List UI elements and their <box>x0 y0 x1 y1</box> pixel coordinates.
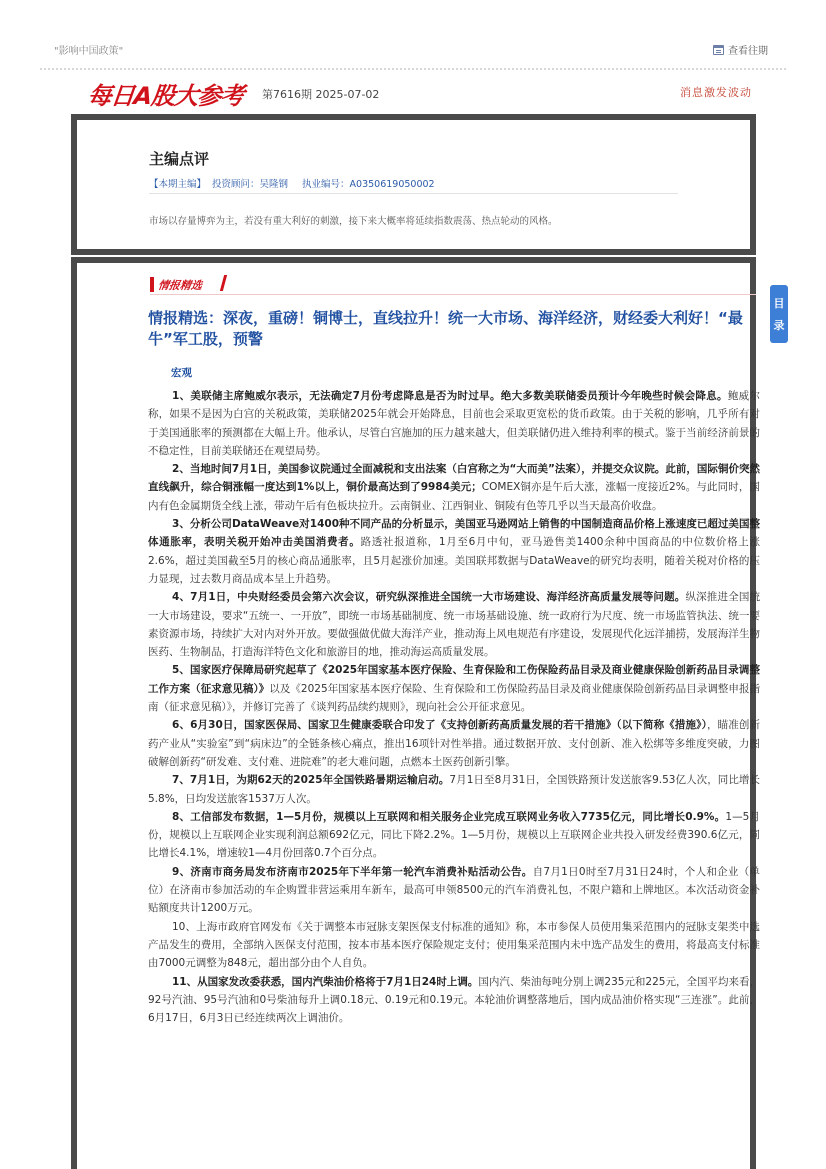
news-item <box>148 460 760 515</box>
news-item-lead: 2、当地时间7月1日，美国参议院通过全面减税和支出法案（白宫称之为“大而美”法案），并提交众议院。此前，国际铜价突然直线飙升，综合铜涨幅一度达到1%以上，铜价最高达到了9984美元； <box>148 463 760 494</box>
news-item-text: 自7月1日0时至7月31日24时，个人和企业（单位）在济南市参加活动的车企购置非营运乘用车新车，最高可申领8500元的汽车消费礼包，不限户籍和上牌地区。本次活动资金补贴额度共计1200万元。 <box>148 865 761 915</box>
editor-role: 【本期主编】 <box>149 179 207 190</box>
toc-tab-bottom: 录 <box>773 319 785 332</box>
news-item-text: 1—5月份，规模以上互联网企业实现利润总额692亿元，同比下降2.2%。1—5月份，规模以上互联网企业共投入研发经费390.6亿元，同比增长4.1%，增速较1—4月份回落0.7个百分点。 <box>148 810 760 860</box>
editor-meta <box>149 176 435 190</box>
section-tag <box>150 273 756 295</box>
news-item <box>148 918 760 973</box>
news-item-text: 国内汽、柴油每吨分别上调235元和225元，全国平均来看，92号汽油、95号汽油和0号柴油每升上调0.18元、0.19元和0.19元。本轮油价调整落地后，国内成品油价格实现“三连涨”。此前，6月17日，6月3日已经连续两次上调油价。 <box>148 975 760 1025</box>
masthead <box>40 68 786 114</box>
toc-tab[interactable] <box>770 285 788 343</box>
news-item-lead: 9、济南市商务局发布济南市2025年下半年第一轮汽车消费补贴活动公告。 <box>172 865 533 878</box>
news-item-text: 路透社报道称，1月至6月中旬，亚马逊售美1400余种中国商品的中位数价格上涨2.6%，超过美国截至5月的核心商品通胀率，且5月起涨价加速。美国联邦数据与DataWeave的研究均表明，随着关税对价格的压力显现，过去数月商品成本呈上升趋势。 <box>148 536 760 585</box>
news-item-lead: 8、工信部发布数据，1—5月份，规模以上互联网和相关服务企业完成互联网业务收入7735亿元，同比增长0.9%。 <box>172 810 726 823</box>
intel-section <box>71 257 761 1169</box>
editor-comment: 市场以存量博弈为主，若没有重大利好的刺激，接下来大概率将延续指数震荡、热点轮动的风格。 <box>149 216 558 227</box>
brand-logo: 每日A股大参考 <box>86 82 245 110</box>
editor-comment-box <box>71 114 756 255</box>
headline: 情报精选：深夜，重磅！铜博士，直线拉升！统一大市场、海洋经济，财经委大利好！“最牛”军工股，预警 <box>148 309 743 348</box>
news-item-text: 纵深推进全国统一大市场建设，要求“五统一、一开放”，即统一市场基础制度、统一市场基础设施、统一政府行为尺度、统一市场监管执法、统一要素资源市场，持续扩大对内对外开放。要做强做优做大海洋产业，推动海上风电规范有序建设，发展现代化远洋捕捞，发展海洋生物医药、生物制品，打造海洋特色文化和旅游目的地，推动海运高质量发展。 <box>148 591 760 659</box>
breadcrumb: "影响中国政策" <box>54 46 124 57</box>
news-item <box>148 716 760 771</box>
news-item <box>148 588 760 661</box>
editor-cert: 执业编号：A0350619050002 <box>302 179 435 190</box>
issue-info: 第7616期 2025-07-02 <box>262 88 380 101</box>
news-item-lead: 5、国家医疗保障局研究起草了《2025年国家基本医疗保险、生育保险和工伤保险药品目录及商业健康保险创新药品目录调整工作方案（征求意见稿）》 <box>148 664 760 695</box>
news-item-text: 7月1日至8月31日，全国铁路预计发送旅客9.53亿人次，同比增长5.8%，日均发送旅客1537万人次。 <box>148 774 760 805</box>
editor-advisor: 投资顾问：吴隆钢 <box>212 179 289 190</box>
news-item-text: 鲍威尔称，如果不是因为白宫的关税政策，美联储2025年就会开始降息，目前也会采取更宽松的货币政策。由于关税的影响，几乎所有对于美国通胀率的预测都在大幅上升。他承认，尽管白宫施加的压力越来越大，但美联储仍进入维持利率的模式。鉴于当前经济前景的不稳定性，目前美联储还在观望局势。 <box>148 390 760 457</box>
section-tag-label: 情报精选 <box>157 279 203 292</box>
news-item-text: ，瞄准创新药产业从“实验室”到“病床边”的全链条核心痛点，推出16项针对性举措。通过数据开放、支付创新、准入松绑等多维度突破，力图破解创新药“研发难、支付难、进院难”的老大难问题，点燃本土医药创新引擎。 <box>148 719 760 768</box>
news-item <box>148 863 760 918</box>
history-link[interactable] <box>713 42 768 57</box>
news-item-lead: 6、6月30日，国家医保局、国家卫生健康委联合印发了《支持创新药高质量发展的若干措施》（以下简称《措施》） <box>172 719 707 732</box>
divider <box>149 193 678 194</box>
news-item-lead: 3、分析公司DataWeave对1400种不同产品的分析显示，美国亚马逊网站上销售的中国制造商品价格上涨速度已超过美国整体通胀率，表明关税开始冲击美国消费者。 <box>148 518 760 549</box>
news-item <box>148 808 760 863</box>
news-item-text: COMEX铜亦是午后大涨，涨幅一度接近2%。与此同时，国内有色金属期货全线上涨，带动午后有色板块拉升。云南铜业、江西铜业、铜陵有色等几乎以当天最高价收盘。 <box>148 481 760 512</box>
top-bar <box>0 0 826 60</box>
news-item <box>148 661 760 716</box>
news-item-text: 以及《2025年国家基本医疗保险、生育保险和工伤保险药品目录及商业健康保险创新药品目录调整申报指南（征求意见稿）》，并修订完善了《谈判药品续约规则》，现向社会公开征求意见。 <box>148 682 760 714</box>
news-item-lead: 11、从国家发改委获悉，国内汽柴油价格将于7月1日24时上调。 <box>172 975 479 988</box>
news-item-lead: 4、7月1日，中央财经委员会第六次会议，研究纵深推进全国统一大市场建设、海洋经济高质量发展等问题。 <box>172 591 686 604</box>
tag-flag-icon <box>220 275 227 291</box>
section-label: 宏观 <box>171 367 192 379</box>
news-item <box>148 771 760 808</box>
news-item-lead: 1、美联储主席鲍威尔表示，无法确定7月份考虑降息是否为时过早。绝大多数美联储委员预计今年晚些时候会降息。 <box>172 390 728 402</box>
toc-tab-top: 目 <box>773 297 785 310</box>
calendar-icon <box>713 45 724 55</box>
news-item-text: 10、上海市政府官网发布《关于调整本市冠脉支架医保支付标准的通知》称，本市参保人员使用集采范围内的冠脉支架类中选产品发生的费用，全部纳入医保支付范围，按本市基本医疗保险规定支付；使用集采范围内未中选产品发生的费用，将最高支付标准由7000元调整为848元，超出部分由个人自负。 <box>148 920 760 970</box>
news-item <box>148 515 760 588</box>
tag-bar <box>150 277 154 292</box>
history-label: 查看往期 <box>728 46 768 57</box>
news-item-lead: 7、7月1日，为期62天的2025年全国铁路暑期运输启动。 <box>172 774 450 787</box>
editor-title: 主编点评 <box>149 150 210 168</box>
news-item <box>148 387 760 460</box>
news-item <box>148 973 760 1028</box>
article-body <box>148 387 760 1027</box>
slogan: 消息激发波动 <box>680 86 752 99</box>
